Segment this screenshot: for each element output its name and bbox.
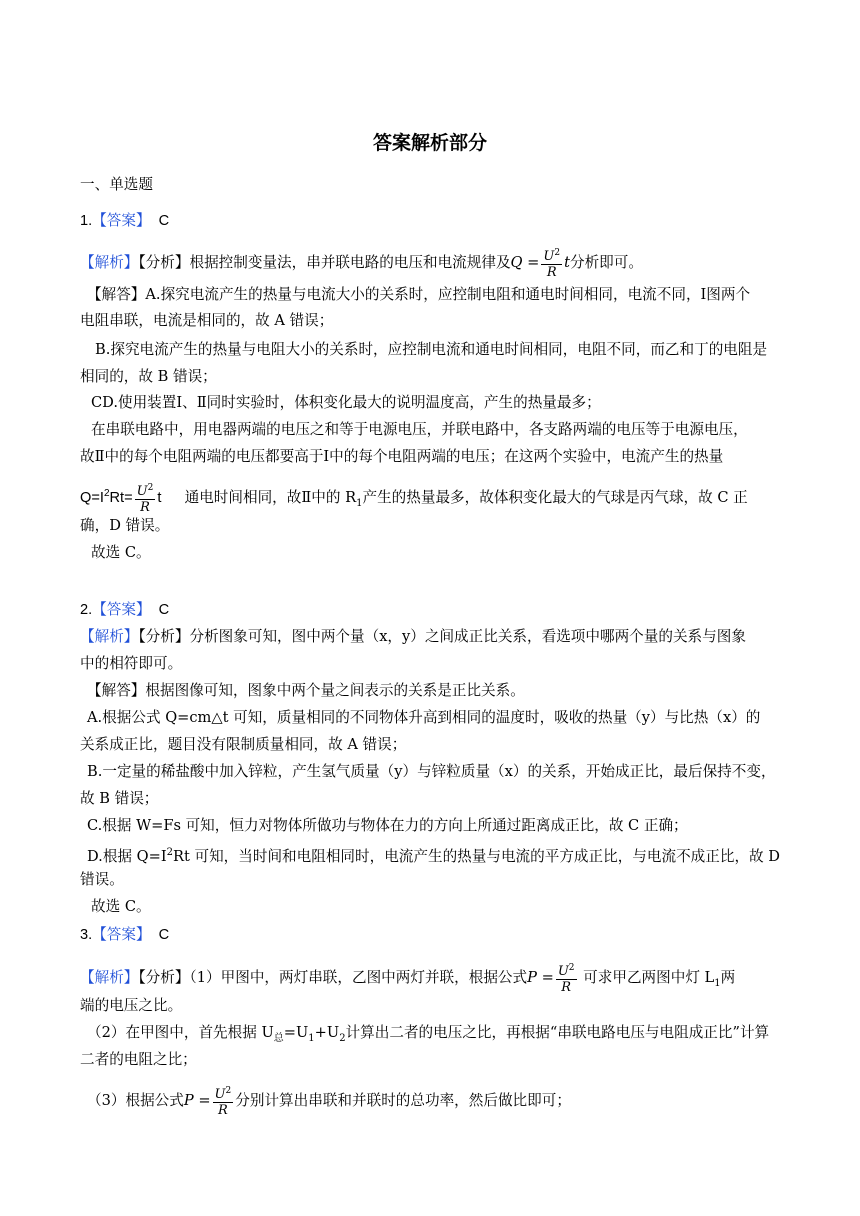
q2-jieda-text: 根据图像可知，图象中两个量之间表示的关系是正比关系。 — [145, 682, 525, 699]
q3-p1-sub: 1 — [714, 977, 721, 989]
q1-heat-frac-num: U — [136, 484, 148, 499]
q1-analysis-tag: 【分析】 — [138, 254, 190, 271]
q1-conclusion: 故选 C。 — [91, 544, 151, 561]
q2-option-d-2: 错误。 — [80, 871, 124, 888]
q1-jieda-tag: 【解答】 — [87, 286, 146, 303]
q2-option-d-pre: D.根据 Q=I — [87, 847, 167, 865]
q3-p1-post: 可求甲乙两图中灯 L — [583, 969, 715, 986]
q3-p3-line — [87, 1084, 571, 1118]
q2-conclusion: 故选 C。 — [91, 898, 151, 915]
q2-option-a-1: A.根据公式 Q=cm△t 可知，质量相同的不同物体升高到相同的温度时，吸收的热量（y）与比热（x）的 — [87, 709, 761, 726]
q1-heat-formula-line — [80, 481, 748, 515]
q3-frac-num: U — [557, 964, 569, 979]
q2-number: 2. — [80, 602, 93, 618]
q1-option-b-1: B.探究电流产生的热量与电阻大小的关系时，应控制电流和通电时间相同，电阻不同，而乙和丁的电阻是 — [95, 341, 768, 358]
q3-frac-sup: 2 — [568, 963, 575, 973]
q2-option-a-2: 关系成正比，题目没有限制质量相同，故 A 错误； — [80, 736, 407, 753]
q2-option-d-post: Rt 可知，当时间和电阻相同时，电流产生的热量与电流的平方成正比，与电流不成正比，故 D — [172, 847, 780, 865]
q1-heat-formula-mid: Rt= — [109, 490, 133, 506]
q3-p2-pre: （2）在甲图中，首先根据 U — [87, 1024, 274, 1041]
q1-heat-sub: 1 — [356, 497, 363, 509]
q1-number: 1. — [80, 213, 93, 229]
q3-p2-sub1: 1 — [308, 1032, 315, 1044]
q1-option-b-2: 相同的，故 B 错误； — [80, 368, 217, 385]
q2-jieda-line — [87, 681, 525, 701]
q2-option-c: C.根据 W=Fs 可知，恒力对物体所做功与物体在力的方向上所通过距离成正比，故 C 正确； — [87, 817, 688, 834]
q1-option-cd: CD.使用装置Ⅰ、Ⅱ同时实验时，体积变化最大的说明温度高，产生的热量最多； — [91, 394, 601, 411]
q2-option-b-1: B.一定量的稀盐酸中加入锌粒，产生氢气质量（y）与锌粒质量（x）的关系，开始成正比，最后保持不变， — [87, 763, 776, 780]
q3-p3-frac-sup: 2 — [225, 1086, 232, 1096]
q1-heat-frac-sup: 2 — [147, 483, 154, 493]
q1-heat-formula-t: t — [157, 490, 162, 506]
q1-heat-text-1: 通电时间相同，故Ⅱ中的 R — [184, 489, 357, 506]
q3-p2-sub-total: 总 — [273, 1032, 284, 1044]
q2-option-d-sup: 2 — [166, 847, 173, 858]
q1-series-line-1: 在串联电路中，用电器两端的电压之和等于电源电压，并联电路中，各支路两端的电压等于电源电压， — [91, 421, 748, 438]
q2-option-b-2: 故 B 错误； — [80, 790, 159, 807]
q1-analysis-pre: 根据控制变量法，串并联电路的电压和电流规律及 — [189, 254, 511, 271]
q2-answer-value: C — [158, 602, 170, 618]
q3-p3-fraction — [213, 1084, 234, 1118]
q1-option-a-2: 电阻串联，电流是相同的，故 A 错误； — [80, 312, 334, 329]
q1-jiexi-tag: 【解析】 — [80, 254, 139, 271]
q3-p2-mid1: =U — [283, 1024, 309, 1041]
q1-heat-fraction — [135, 481, 156, 515]
q3-p3-pre: （3）根据公式 — [87, 1092, 184, 1109]
q3-p3-frac-num: U — [214, 1087, 226, 1102]
q3-analysis-line-1 — [80, 961, 735, 995]
q3-answer-tag: 【答案】 — [92, 927, 151, 943]
q2-answer-tag: 【答案】 — [92, 602, 151, 618]
q1-formula-lhs: Q = — [510, 254, 540, 271]
q1-frac-den: R — [546, 265, 557, 280]
q2-analysis-line-1 — [80, 627, 746, 647]
q3-frac-den: R — [561, 980, 572, 995]
q3-p1-line-2: 端的电压之比。 — [80, 997, 183, 1014]
q1-jieda-line-a1 — [87, 285, 750, 305]
q3-p2-post: 计算出二者的电压之比，再根据“串联电路电压与电阻成正比”计算 — [345, 1024, 770, 1041]
q1-answer-value: C — [158, 213, 170, 229]
q3-jiexi-tag: 【解析】 — [80, 969, 139, 986]
q2-analysis-2: 中的相符即可。 — [80, 655, 183, 672]
q1-frac-sup: 2 — [554, 248, 561, 258]
q3-analysis-tag: 【分析】 — [138, 969, 190, 986]
q1-answer-line — [80, 211, 169, 231]
q2-analysis-1: 分析图象可知，图中两个量（x，y）之间成正比关系，看选项中哪两个量的关系与图象 — [189, 628, 746, 645]
q3-p2-line-2: 二者的电阻之比； — [80, 1051, 197, 1068]
q1-analysis-post: 分析即可。 — [569, 254, 643, 271]
page-title: 答案解析部分 — [372, 132, 487, 154]
q1-analysis-line — [80, 246, 643, 280]
q2-jieda-tag: 【解答】 — [87, 682, 146, 699]
q1-heat-text-2: 产生的热量最多，故体积变化最大的气球是丙气球，故 C 正 — [362, 489, 748, 506]
q3-formula-fraction — [556, 961, 577, 995]
q1-heat-end: 确，D 错误。 — [80, 517, 170, 534]
q3-p3-formula-lhs: P = — [183, 1092, 211, 1109]
q1-heat-formula-sup: 2 — [103, 488, 110, 500]
q2-analysis-tag: 【分析】 — [138, 628, 190, 645]
q3-answer-value: C — [158, 927, 170, 943]
q3-p2-line-1 — [87, 1023, 769, 1049]
section-heading: 一、单选题 — [80, 176, 153, 193]
q1-answer-tag: 【答案】 — [92, 213, 151, 229]
q3-p1-end: 两 — [720, 969, 736, 986]
q1-frac-num: U — [543, 249, 555, 264]
q3-p3-frac-den: R — [218, 1103, 228, 1118]
q2-jiexi-tag: 【解析】 — [80, 628, 139, 645]
q3-p1-pre: （1）甲图中，两灯串联，乙图中两灯并联，根据公式 — [189, 969, 528, 986]
q3-number: 3. — [80, 927, 93, 943]
q3-answer-line — [80, 925, 169, 945]
q1-formula-fraction — [541, 246, 562, 280]
q3-p3-post: 分别计算出串联和并联时的总功率，然后做比即可； — [235, 1092, 571, 1109]
q1-heat-formula-pre: Q=I — [80, 490, 104, 506]
q3-formula-lhs: P = — [527, 969, 554, 986]
q2-option-d-1 — [87, 843, 780, 867]
q3-p2-mid2: +U — [314, 1024, 340, 1041]
q2-answer-line — [80, 600, 169, 620]
q1-formula-rhs: t — [564, 254, 570, 271]
q3-p2-sub2: 2 — [339, 1032, 346, 1044]
q1-series-line-2: 故Ⅱ中的每个电阻两端的电压都要高于Ⅰ中的每个电阻两端的电压；在这两个实验中，电流产生的热量 — [80, 448, 724, 465]
q1-heat-frac-den: R — [140, 500, 150, 515]
q1-option-a-1: A.探究电流产生的热量与电流大小的关系时，应控制电阻和通电时间相同，电流不同，Ⅰ图两个 — [145, 286, 751, 303]
